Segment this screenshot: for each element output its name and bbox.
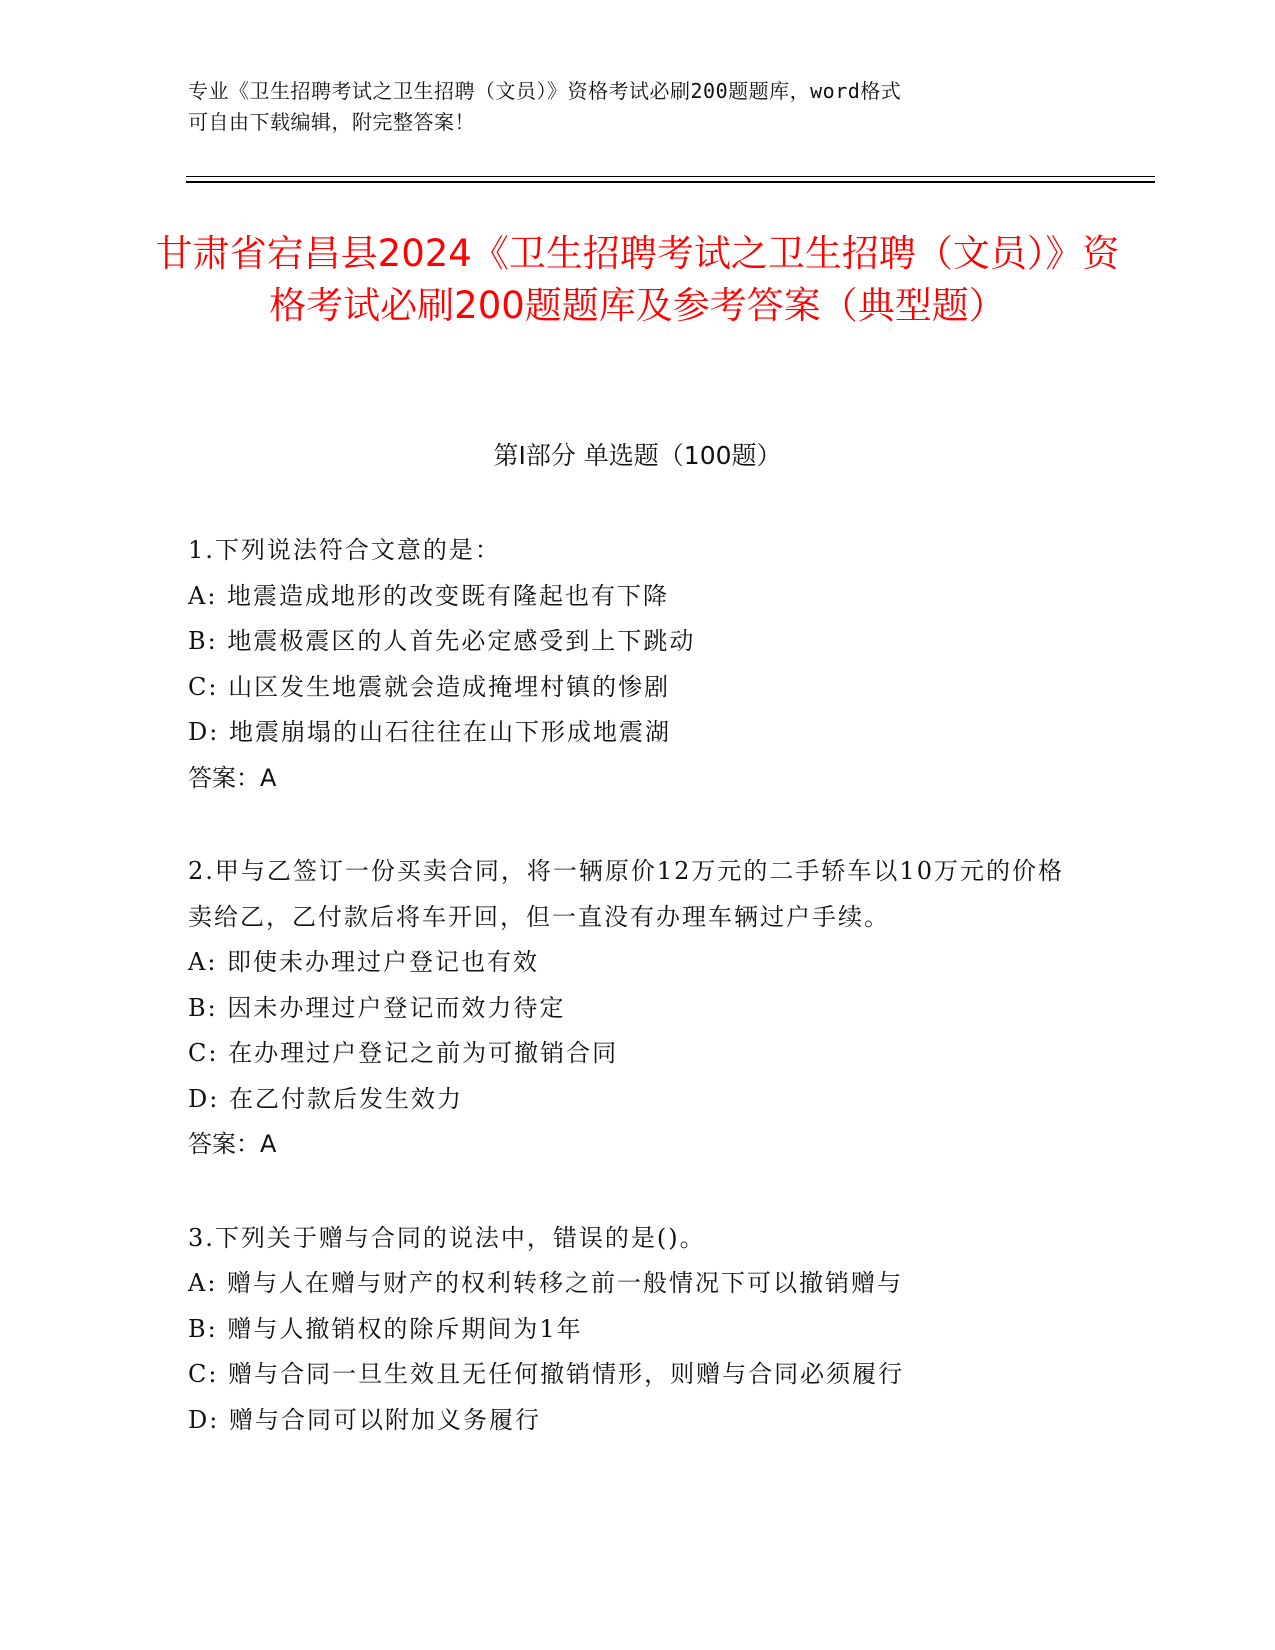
option-a: A: 赠与人在赠与财产的权利转移之前一般情况下可以撤销赠与: [188, 1269, 904, 1297]
question-stem: 2.甲与乙签订一份买卖合同，将一辆原价12万元的二手轿车以10万元的价格卖给乙，乙付款后将车开回，但一直没有办理车辆过户手续。: [188, 857, 1064, 931]
option-d: D: 地震崩塌的山石往往在山下形成地震湖: [188, 718, 671, 746]
question-2: [188, 849, 1068, 1168]
option-d: D: 赠与合同可以附加义务履行: [188, 1405, 541, 1434]
option-a: A: 地震造成地形的改变既有隆起也有下降: [188, 581, 670, 610]
question-stem: 1.下列说法符合文意的是：: [188, 536, 501, 564]
question-1: [188, 528, 1068, 801]
option-a: A: 即使未办理过户登记也有效: [188, 948, 540, 976]
answer: 答案：A: [188, 1130, 277, 1158]
header-note: [188, 76, 1068, 138]
document-title: 甘肃省宕昌县2024《卫生招聘考试之卫生招聘（文员）》资格考试必刷200题题库及参考答案（典型题）: [155, 232, 1120, 327]
header-note-line-1: 专业《卫生招聘考试之卫生招聘（文员）》资格考试必刷200题题库，word格式: [188, 79, 902, 103]
question-stem: 3.下列关于赠与合同的说法中，错误的是()。: [188, 1223, 706, 1252]
answer: 答案：A: [188, 763, 277, 792]
option-b: B: 赠与人撤销权的除斥期间为1年: [188, 1314, 583, 1343]
option-c: C: 山区发生地震就会造成掩埋村镇的惨剧: [188, 672, 671, 701]
option-b: B: 因未办理过户登记而效力待定: [188, 993, 566, 1022]
header-note-line-2: 可自由下载编辑，附完整答案！: [188, 110, 475, 134]
question-3: [188, 1216, 1068, 1444]
question-list: [188, 528, 1068, 1491]
option-d: D: 在乙付款后发生效力: [188, 1084, 463, 1113]
header-divider-thin: [186, 176, 1155, 177]
header-divider-thick: [186, 181, 1155, 183]
section-heading: 第Ⅰ部分 单选题（100题）: [493, 441, 782, 470]
option-b: B: 地震极震区的人首先必定感受到上下跳动: [188, 627, 696, 655]
option-c: C: 在办理过户登记之前为可撤销合同: [188, 1039, 619, 1067]
option-c: C: 赠与合同一旦生效且无任何撤销情形，则赠与合同必须履行: [188, 1360, 905, 1388]
